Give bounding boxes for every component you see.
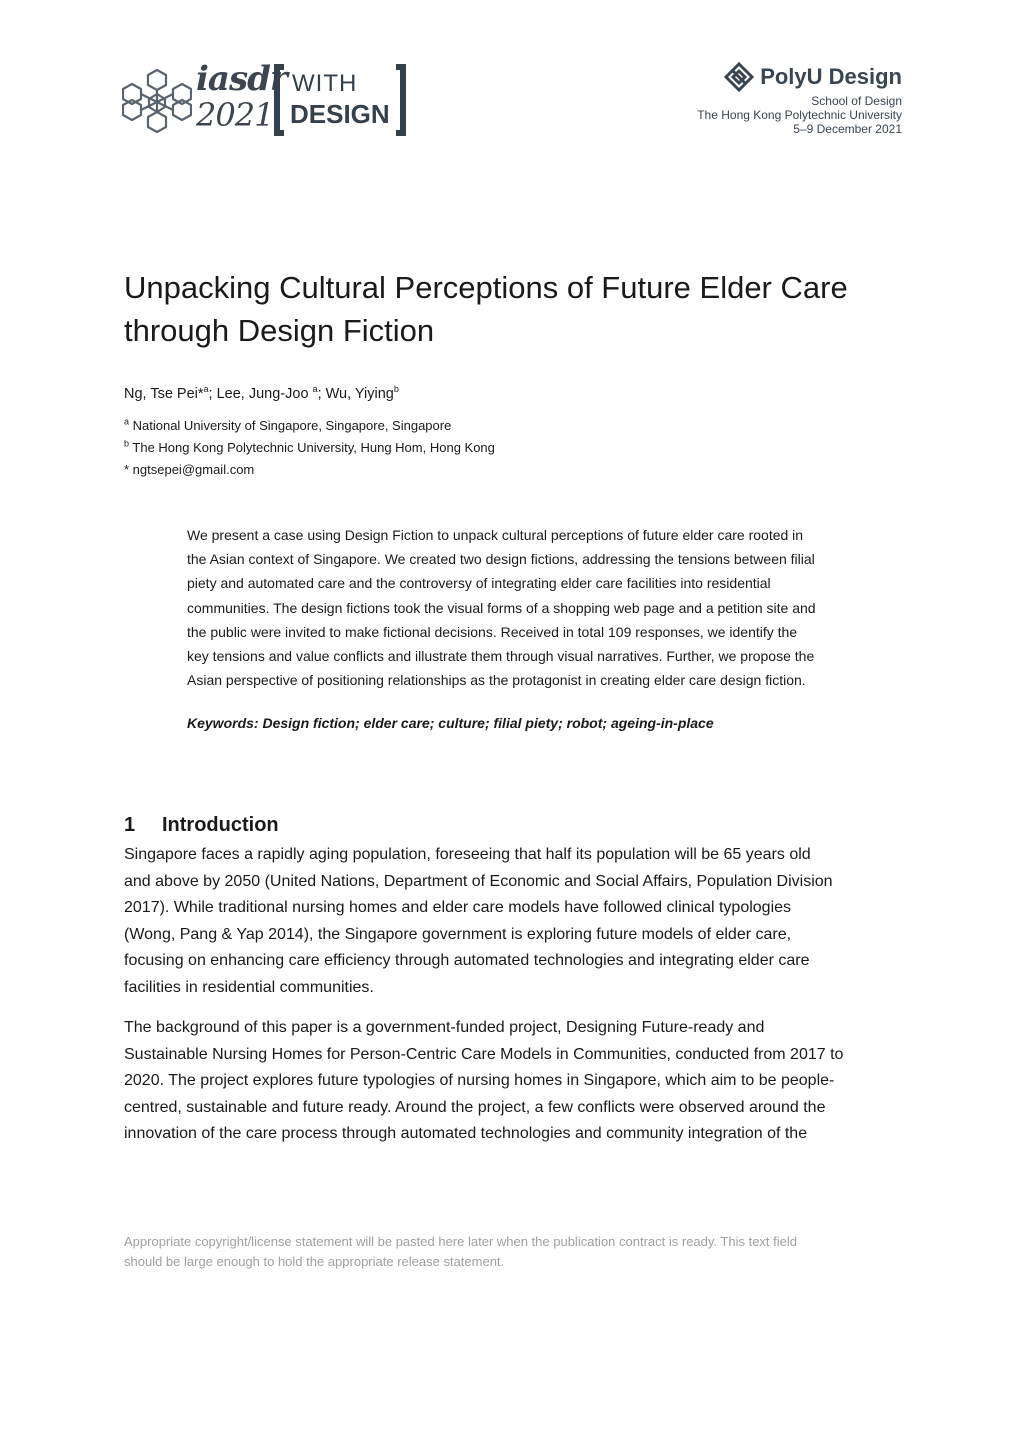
iasdr-emblem-icon: [122, 66, 192, 136]
title-line-1: Unpacking Cultural Perceptions of Future Elder Care: [124, 270, 848, 305]
author-1-name: Ng, Tse Pei*: [124, 386, 204, 402]
copyright-placeholder: [124, 1232, 914, 1272]
paragraph-line: Singapore faces a rapidly aging population, foreseeing that half its population will be 65 years old: [124, 846, 811, 863]
with-design-badge: [274, 64, 406, 136]
abstract-line: communities. The design fictions took the visual forms of a shopping web page and a petition site and: [187, 599, 816, 616]
author-3-name: ; Wu, Yiying: [317, 386, 394, 402]
author-3-affiliation-mark: b: [393, 384, 399, 395]
author-2-affiliation-mark: a: [312, 384, 318, 395]
author-1-affiliation-mark: a: [203, 384, 209, 395]
intro-paragraph-2: [124, 1015, 914, 1148]
polyu-emblem-icon: [724, 62, 754, 92]
keywords: Keywords: Design fiction; elder care; culture; filial piety; robot; ageing-in-place: [187, 715, 714, 731]
abstract-line: the public were invited to make fictional decisions. Received in total 109 responses, we identify the: [187, 623, 798, 640]
paragraph-line: 2020. The project explores future typologies of nursing homes in Singapore, which aim to be people-: [124, 1072, 835, 1090]
title-line-2: through Design Fiction: [124, 313, 435, 348]
affiliation-b-text: The Hong Kong Polytechnic University, Hung Hom, Hong Kong: [129, 440, 495, 455]
host-dates: 5–9 December 2021: [793, 122, 902, 136]
section-heading: [124, 811, 279, 839]
paragraph-line: Sustainable Nursing Homes for Person-Centric Care Models in Communities, conducted from 2017 to: [124, 1045, 844, 1063]
paragraph-line: facilities in residential communities.: [124, 978, 374, 996]
abstract-line: Asian perspective of positioning relationships as the protagonist in creating elder care design fiction.: [187, 672, 806, 689]
paragraph-line: centred, sustainable and future ready. Around the project, a few conflicts were observed around the: [124, 1098, 826, 1116]
affiliation-a-text: National University of Singapore, Singapore, Singapore: [129, 418, 452, 433]
affiliation-a-mark: a: [124, 416, 130, 427]
paragraph-line: The background of this paper is a government-funded project, Designing Future-ready and: [124, 1019, 765, 1036]
right-bracket: [396, 64, 406, 136]
abstract-line: the Asian context of Singapore. We created two design fictions, addressing the tensions between filial: [187, 551, 815, 568]
conference-year: 2021: [196, 96, 274, 134]
paragraph-line: innovation of the care process through automated technologies and community integration of the: [124, 1125, 808, 1143]
intro-paragraph-1: [124, 842, 914, 1002]
conference-name: iasdr: [196, 59, 287, 99]
affiliation-a: [124, 417, 451, 435]
iasdr-logo: [122, 59, 422, 142]
affiliation-b: [124, 439, 495, 457]
paragraph-line: 2017). While traditional nursing homes and elder care models have followed clinical typologies: [124, 899, 792, 917]
abstract-line: piety and automated care and the controversy of integrating elder care facilities into residential: [187, 575, 771, 592]
abstract: [187, 523, 907, 692]
host-name: PolyU Design: [760, 64, 902, 89]
footer-line: should be large enough to hold the appropriate release statement.: [124, 1254, 505, 1269]
abstract-line: We present a case using Design Fiction to unpack cultural perceptions of future elder care rooted in: [187, 527, 804, 543]
host-university: The Hong Kong Polytechnic University: [697, 108, 902, 122]
left-bracket: [274, 64, 284, 136]
polyu-design-logo: [662, 62, 902, 142]
paragraph-line: (Wong, Pang & Yap 2014), the Singapore government is exploring future models of elder care,: [124, 925, 792, 943]
author-list: [124, 384, 399, 404]
section-title: Introduction: [162, 814, 279, 836]
theme-with: WITH: [292, 70, 358, 97]
host-school: School of Design: [811, 94, 902, 108]
footer-line: Appropriate copyright/license statement will be pasted here later when the publication contract is ready. This text field: [124, 1234, 797, 1249]
affiliation-b-mark: b: [124, 438, 130, 449]
abstract-line: key tensions and value conflicts and illustrate them through visual narratives. Further, we propose the: [187, 648, 815, 665]
theme-design: DESIGN: [290, 99, 390, 129]
corresponding-email: * ngtsepei@gmail.com: [124, 462, 255, 477]
paper-title: [124, 266, 914, 352]
author-2-name: ; Lee, Jung-Joo: [208, 386, 313, 402]
section-number: 1: [124, 814, 136, 836]
paragraph-line: and above by 2050 (United Nations, Department of Economic and Social Affairs, Population Division: [124, 872, 833, 890]
paragraph-line: focusing on enhancing care efficiency through automated technologies and integrating elder care: [124, 952, 810, 970]
polyu-title-row: [724, 62, 902, 92]
